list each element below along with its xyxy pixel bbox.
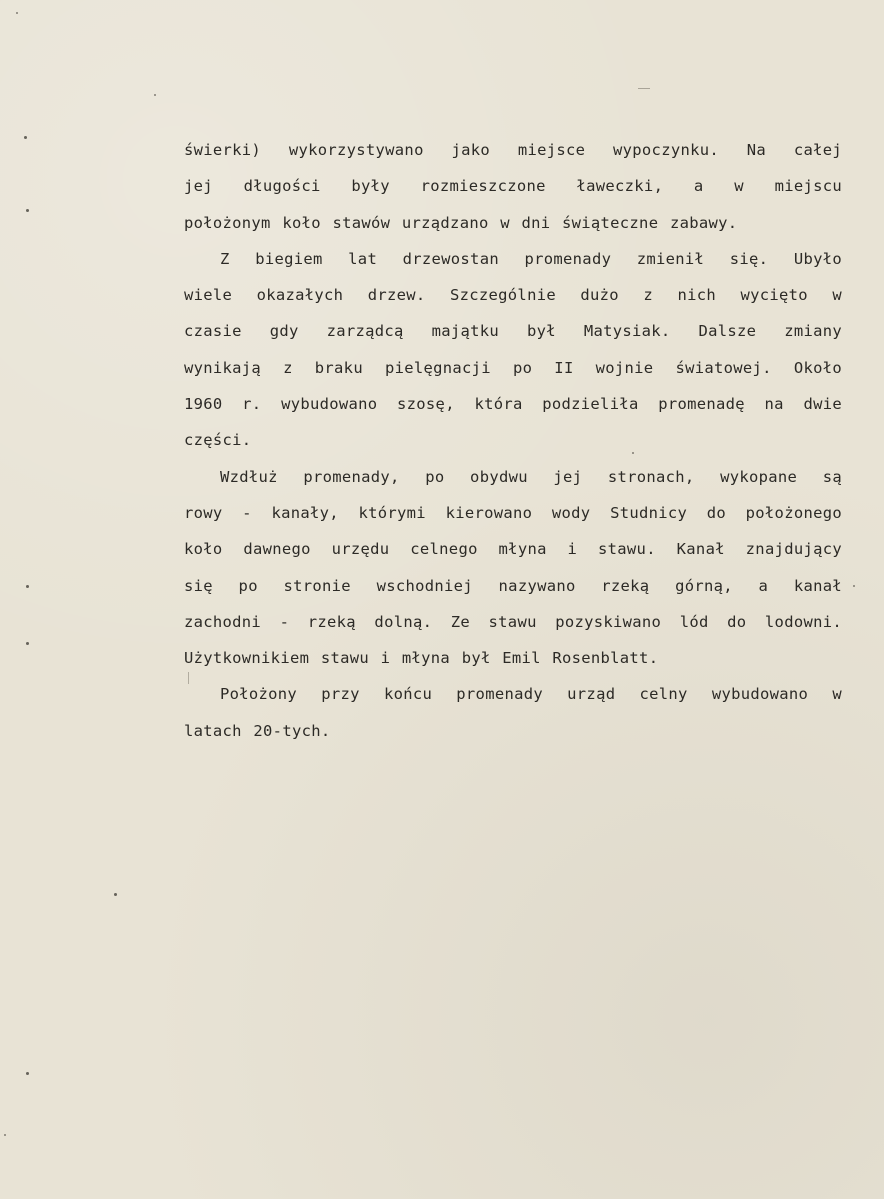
text-line: świerki) wykorzystywano jako miejsce wypoczynku. Na całej bbox=[184, 141, 842, 159]
text-line: rowy - kanały, którymi kierowano wody Studnicy do położonego bbox=[184, 503, 842, 522]
scan-scratch bbox=[638, 88, 650, 89]
scan-speck bbox=[26, 209, 29, 212]
scan-speck bbox=[24, 136, 27, 139]
text-line: wiele okazałych drzew. Szczególnie dużo z nich wycięto w bbox=[184, 286, 842, 305]
paragraph-3 bbox=[184, 459, 842, 677]
scan-speck bbox=[26, 1072, 29, 1075]
scan-speck bbox=[4, 1134, 6, 1136]
text-line: położonym koło stawów urządzano w dni świąteczne zabawy. bbox=[184, 213, 738, 232]
scan-speck bbox=[16, 12, 18, 14]
text-line: Wzdłuż promenady, po obydwu jej stronach, wykopane są bbox=[220, 467, 842, 486]
text-line: Położony przy końcu promenady urząd celny wybudowano w bbox=[220, 685, 842, 704]
scan-speck bbox=[26, 585, 29, 588]
scan-speck bbox=[154, 94, 156, 96]
text-line: Użytkownikiem stawu i młyna był Emil Rosenblatt. bbox=[184, 649, 659, 668]
scan-speck bbox=[26, 642, 29, 645]
scan-speck bbox=[632, 452, 634, 454]
body-text bbox=[184, 132, 842, 749]
text-line: latach 20-tych. bbox=[184, 721, 331, 740]
text-line: jej długości były rozmieszczone ławeczki, a w miejscu bbox=[184, 177, 842, 196]
text-line: wynikają z braku pielęgnacji po II wojnie światowej. Około bbox=[184, 358, 842, 377]
scan-mark bbox=[188, 672, 189, 684]
scan-speck bbox=[853, 585, 855, 587]
paragraph-1 bbox=[184, 132, 842, 241]
text-line: czasie gdy zarządcą majątku był Matysiak. Dalsze zmiany bbox=[184, 322, 842, 341]
scan-speck bbox=[114, 893, 117, 896]
paragraph-2 bbox=[184, 241, 842, 459]
text-line: części. bbox=[184, 431, 252, 450]
text-line: zachodni - rzeką dolną. Ze stawu pozyskiwano lód do lodowni. bbox=[184, 612, 842, 631]
text-line: koło dawnego urzędu celnego młyna i stawu. Kanał znajdujący bbox=[184, 540, 842, 559]
text-line: się po stronie wschodniej nazywano rzeką górną, a kanał bbox=[184, 576, 842, 595]
text-line: 1960 r. wybudowano szosę, która podzieliła promenadę na dwie bbox=[184, 395, 842, 414]
paragraph-4 bbox=[184, 676, 842, 749]
text-line: Z biegiem lat drzewostan promenady zmienił się. Ubyło bbox=[220, 249, 842, 268]
